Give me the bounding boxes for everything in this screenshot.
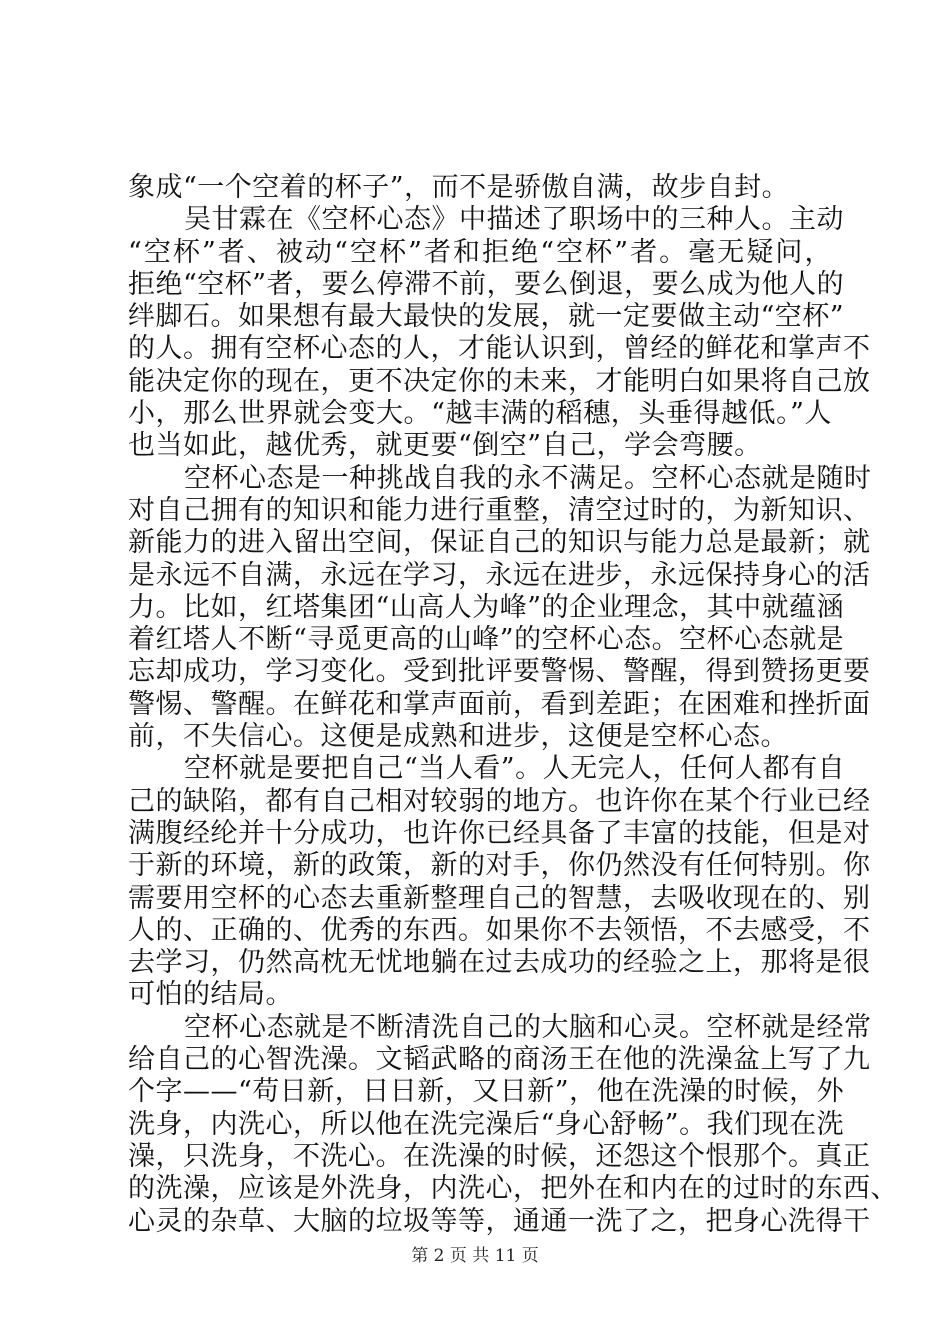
text-line: 去学习，仍然高枕无忧地躺在过去成功的经验之上，那将是很: [128, 947, 871, 979]
paragraph: [128, 753, 871, 1011]
text-line: 吴甘霖在《空杯心态》中描述了职场中的三种人。主动: [184, 204, 844, 236]
text-line: 空杯心态是一种挑战自我的永不满足。空杯心态就是随时: [184, 462, 872, 494]
text-line: 忘却成功，学习变化。受到批评要警惕、警醒，得到赞扬更要: [128, 656, 871, 688]
text-line: 力。比如，红塔集团“山高人为峰”的企业理念，其中就蕴涵: [128, 591, 845, 623]
text-line: 洗身，内洗心，所以他在洗完澡后“身心舒畅”。我们现在洗: [128, 1108, 845, 1140]
text-line: 对自己拥有的知识和能力进行重整，清空过时的，为新知识、: [128, 494, 871, 526]
text-line: 满腹经纶并十分成功，也许你已经具备了丰富的技能，但是对: [128, 817, 871, 849]
text-line: 新能力的进入留出空间，保证自己的知识与能力总是最新；就: [128, 527, 871, 559]
text-line: 己的缺陷，都有自己相对较弱的地方。也许你在某个行业已经: [128, 785, 871, 817]
text-line: 拒绝“空杯”者，要么停滞不前，要么倒退，要么成为他人的: [128, 268, 845, 300]
text-line: 于新的环境，新的政策，新的对手，你仍然没有任何特别。你: [128, 850, 871, 882]
text-line: 是永远不自满，永远在学习，永远在进步，永远保持身心的活: [128, 559, 871, 591]
text-line: “空杯”者、被动“空杯”者和拒绝“空杯”者。毫无疑问，: [128, 236, 832, 268]
text-line: 也当如此，越优秀，就更要“倒空”自己，学会弯腰。: [128, 430, 762, 462]
text-line: 可怕的结局。: [128, 979, 293, 1011]
paragraph: [128, 462, 872, 754]
text-line: 个字——“苟日新，日日新，又日新”，他在洗澡的时候，外: [128, 1076, 845, 1108]
text-line: 象成“一个空着的杯子”，而不是骄傲自满，故步自封。: [128, 172, 790, 203]
text-line: 空杯就是要把自己“当人看”。人无完人，任何人都有自: [184, 753, 846, 785]
text-line: 警惕、警醒。在鲜花和掌声面前，看到差距；在困难和挫折面: [128, 688, 871, 720]
text-line: 澡，只洗身，不洗心。在洗澡的时候，还怨这个恨那个。真正: [128, 1140, 871, 1172]
text-line: 绊脚石。如果想有最大最快的发展，就一定要做主动“空杯”: [128, 301, 845, 333]
text-line: 心灵的杂草、大脑的垃圾等等，通通一洗了之，把身心洗得干: [128, 1205, 871, 1237]
paragraph: [128, 172, 832, 204]
text-line: 空杯心态就是不断清洗自己的大脑和心灵。空杯就是经常: [184, 1011, 872, 1043]
text-line: 的人。拥有空杯心态的人，才能认识到，曾经的鲜花和掌声不: [128, 333, 871, 365]
text-line: 人的、正确的、优秀的东西。如果你不去领悟，不去感受，不: [128, 914, 871, 946]
page-number-footer: 第 2 页 共 11 页: [411, 1246, 539, 1266]
text-line: 小，那么世界就会变大。“越丰满的稻穗，头垂得越低。”人: [128, 398, 832, 430]
text-line: 需要用空杯的心态去重新整理自己的智慧，去吸收现在的、别: [128, 882, 871, 914]
document-body: [128, 172, 898, 1238]
text-line: 着红塔人不断“寻觅更高的山峰”的空杯心态。空杯心态就是: [128, 624, 845, 656]
paragraph: [128, 1011, 898, 1238]
text-line: 能决定你的现在，更不决定你的未来，才能明白如果将自己放: [128, 365, 871, 397]
paragraph: [128, 204, 871, 462]
text-line: 给自己的心智洗澡。文韬武略的商汤王在他的洗澡盆上写了九: [128, 1044, 871, 1076]
text-line: 的洗澡，应该是外洗身，内洗心，把外在和内在的过时的东西、: [128, 1173, 898, 1205]
text-line: 前，不失信心。这便是成熟和进步，这便是空杯心态。: [128, 721, 788, 753]
